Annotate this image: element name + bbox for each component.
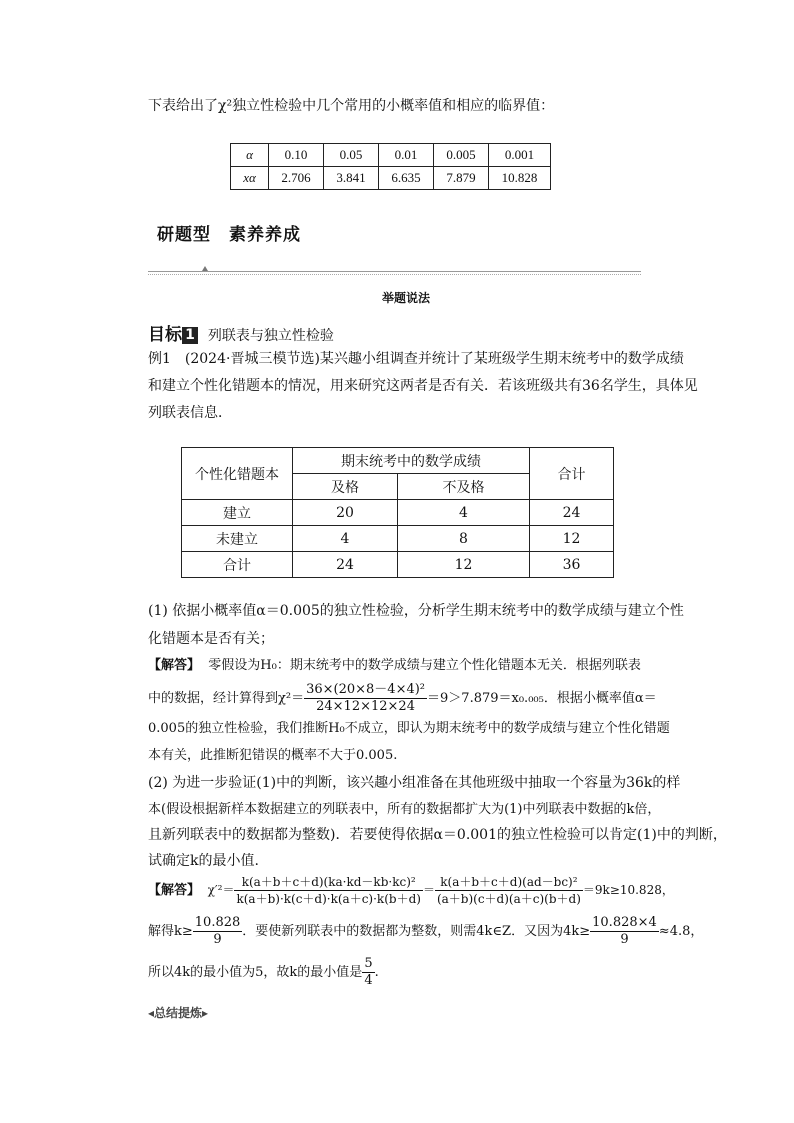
question-1-line: 化错题本是否有关； [148,631,274,647]
fraction-numerator: k(a＋b＋c＋d)(ad－bc)² [440,875,578,889]
formula-fraction [362,956,374,989]
divider [148,271,641,272]
critical-value-table [230,143,551,190]
section-title: 研题型 素养养成 [157,225,301,245]
table-row [182,500,614,526]
critical-value-cell: 7.879 [434,167,489,190]
answer-1-text: ＝9＞7.879＝x₀.₀₀₅．根据小概率值α＝ [427,691,657,706]
answer-1-line: 0.005的独立性检验，我们推断H₀不成立，即认为期末统考中的数学成绩与建立个性化错题 [148,721,670,736]
answer-2-text: ．要使新列联表中的数据都为整数，则需4k∈Z．又因为4k≥ [242,924,591,939]
subsection-title: 举题说法 [382,291,431,305]
formula-fraction [234,874,422,907]
chi-square-fraction [304,682,427,715]
row-label: 合计 [182,552,293,578]
triangle-marker-icon [202,266,208,271]
group-header: 期末统考中的数学成绩 [293,448,530,474]
fraction-numerator: 36×(20×8－4×4)² [306,682,426,697]
alpha-cell: 0.005 [434,144,489,167]
question-1-line: (1) 依据小概率值α＝0.005的独立性检验，分析学生期末统考中的数学成绩与建立个性 [148,603,684,619]
alpha-cell: 0.10 [269,144,324,167]
answer-2-text: ＝ [422,883,435,897]
table-cell: 8 [398,526,530,552]
row-label: 未建立 [182,526,293,552]
question-2-line: 本(假设根据新样本数据建立的列联表中，所有的数据都扩大为(1)中列联表中数据的k倍， [148,802,661,817]
divider [148,274,641,275]
column-header: 及格 [293,474,398,500]
target-word: 目标 [148,325,182,345]
fraction-denominator: 9 [590,931,659,948]
alpha-cell: 0.001 [489,144,551,167]
table-cell: 12 [530,526,614,552]
fraction-denominator: 9 [193,931,243,948]
table-cell: 20 [293,500,398,526]
table-cell: 4 [293,526,398,552]
alpha-label: α [231,144,269,167]
fraction-denominator: (a＋b)(c＋d)(a＋c)(b＋d) [436,892,581,906]
fraction-denominator: k(a＋b)·k(c＋d)·k(a＋c)·k(b＋d) [236,892,421,906]
question-2-line: 且新列联表中的数据都为整数)．若要使得依据α＝0.001的独立性检验可以肯定(1)中的判断， [148,827,727,843]
answer-1-text: 零假设为H₀：期末统考中的数学成绩与建立个性化错题本无关．根据列联表 [208,658,641,673]
critical-value-cell: 6.635 [379,167,434,190]
target-heading [148,320,334,345]
answer-2-line [148,872,674,909]
critical-value-cell: 2.706 [269,167,324,190]
answer-2-text: 所以4k的最小值为5，故k的最小值是 [148,965,363,980]
summary-label: ◂总结提炼▸ [148,1006,209,1020]
question-2-line: (2) 为进一步验证(1)中的判断，该兴趣小组准备在其他班级中抽取一个容量为36k的样 [148,775,681,791]
answer-1-line [148,682,657,716]
answer-2-text: ＝9k≥10.828， [582,883,674,897]
answer-tag: 【解答】 [148,883,201,898]
row-label: 建立 [182,500,293,526]
example-line: 列联表信息． [148,405,232,421]
contingency-table [181,447,614,578]
table-cell: 36 [530,552,614,578]
answer-2-text: 解得k≥ [148,924,193,939]
alpha-cell: 0.01 [379,144,434,167]
critical-value-cell: 3.841 [324,167,379,190]
question-2-line: 试确定k的最小值. [148,853,259,869]
column-header: 不及格 [398,474,530,500]
answer-1-line [148,656,641,676]
answer-2-text: . [374,965,379,980]
answer-2-line [148,914,703,950]
x-alpha-label: xα [231,167,269,190]
total-header: 合计 [530,448,614,500]
fraction-numerator: k(a＋b＋c＋d)(ka·kd－kb·kc)² [241,875,416,889]
formula-fraction [590,915,659,948]
answer-2-text: χ′²＝ [207,883,235,897]
table-corner-header: 个性化错题本 [182,448,293,500]
target-title: 列联表与独立性检验 [207,328,334,344]
table-cell: 24 [530,500,614,526]
fraction-numerator: 10.828×4 [592,915,657,930]
target-number: 1 [182,327,198,344]
formula-fraction [193,915,243,948]
answer-2-line [148,955,379,991]
answer-1-line: 本有关，此推断犯错误的概率不大于0.005. [148,748,398,763]
example-line: 例1 (2024·晋城三模节选)某兴趣小组调查并统计了某班级学生期末统考中的数学成绩 [148,351,684,367]
example-line: 和建立个性化错题本的情况，用来研究这两者是否有关．若该班级共有36名学生，具体见 [148,378,698,394]
table-cell: 4 [398,500,530,526]
answer-1-text: 中的数据，经计算得到χ²＝ [148,691,305,706]
answer-2-text: ≈4.8， [658,924,704,939]
critical-value-cell: 10.828 [489,167,551,190]
fraction-numerator: 5 [364,956,373,971]
answer-tag: 【解答】 [148,658,201,673]
table-row [182,526,614,552]
fraction-denominator: 4 [364,973,373,988]
table-cell: 24 [293,552,398,578]
table-cell: 12 [398,552,530,578]
formula-fraction [435,874,583,907]
fraction-numerator: 10.828 [194,915,241,930]
intro-text: 下表给出了χ²独立性检验中几个常用的小概率值和相应的临界值： [148,98,555,114]
fraction-denominator: 24×12×12×24 [304,698,427,715]
table-row [182,552,614,578]
alpha-cell: 0.05 [324,144,379,167]
